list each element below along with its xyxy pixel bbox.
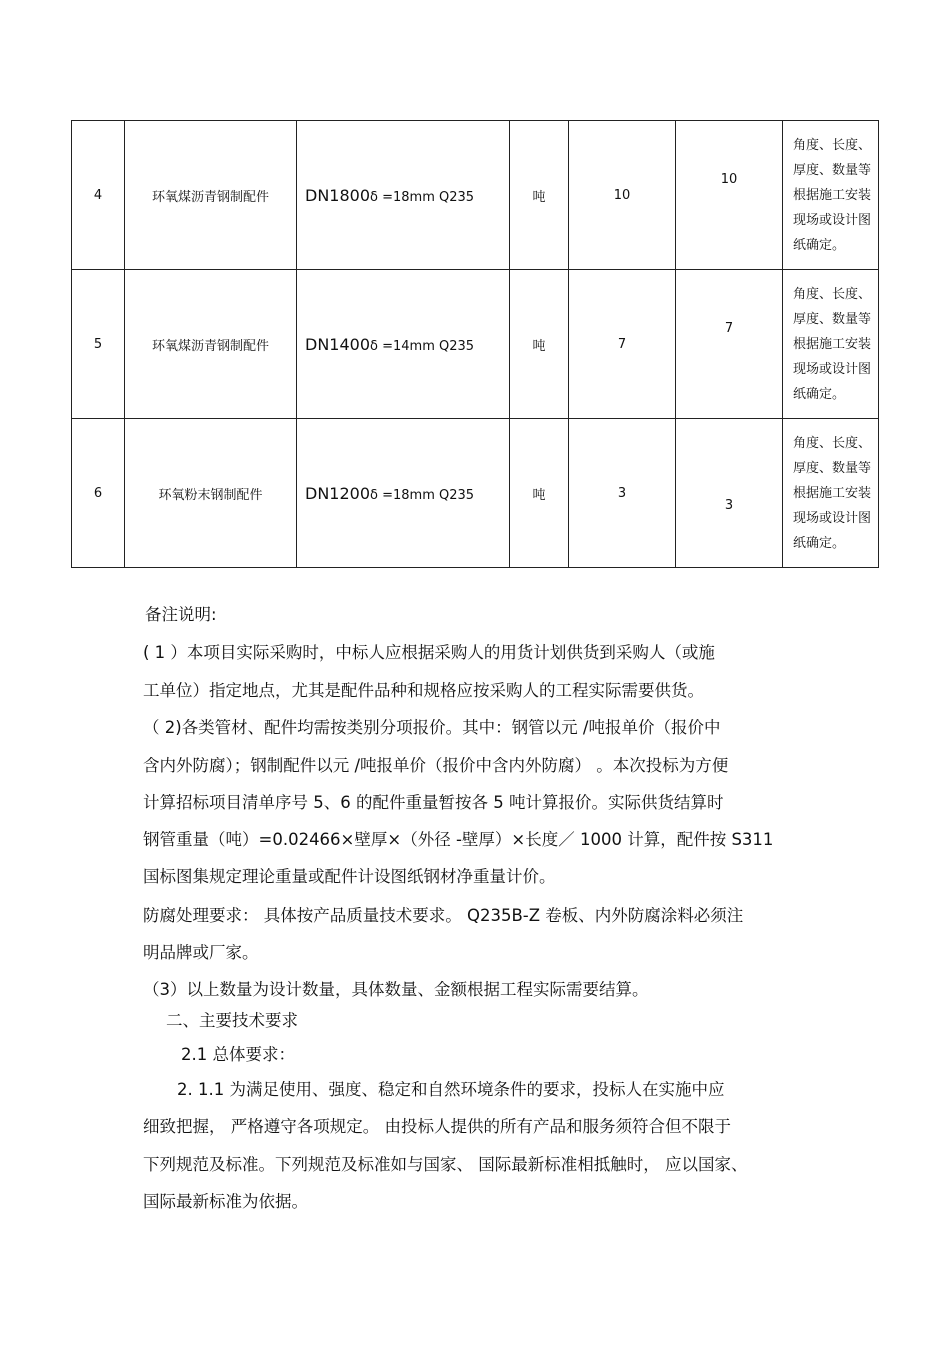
note-line: 计算招标项目清单序号 5、6 的配件重量暂按各 5 吨计算报价。实际供货结算时 xyxy=(143,793,724,812)
item-note: 角度、长度、厚度、数量等根据施工安装现场或设计图纸确定。 xyxy=(783,121,879,270)
note-line: （3）以上数量为设计数量，具体数量、金额根据工程实际需要结算。 xyxy=(143,980,649,999)
note-line: 防腐处理要求： 具体按产品质量技术要求。 Q235B-Z 卷板、内外防腐涂料必须注 xyxy=(143,906,744,925)
materials-table xyxy=(71,120,879,568)
item-unit: 吨 xyxy=(510,419,569,568)
item-name: 环氧煤沥青钢制配件 xyxy=(125,270,297,419)
note-line: 钢管重量（吨）=0.02466×壁厚×（外径 -壁厚）×长度／ 1000 计算，配件按 S311 xyxy=(143,830,774,849)
row-number: 6 xyxy=(72,419,125,568)
item-name: 环氧煤沥青钢制配件 xyxy=(125,121,297,270)
item-spec xyxy=(297,419,510,568)
item-spec xyxy=(297,121,510,270)
item-quantity: 3 xyxy=(569,419,676,568)
item-quantity: 10 xyxy=(569,121,676,270)
spec-dn: DN1200 xyxy=(305,483,371,503)
item-name: 环氧粉末钢制配件 xyxy=(125,419,297,568)
body-line: 国际最新标准为依据。 xyxy=(143,1192,308,1211)
item-quantity: 7 xyxy=(569,270,676,419)
table-row xyxy=(72,419,879,568)
item-spec xyxy=(297,270,510,419)
spec-detail: δ =14mm Q235 xyxy=(370,338,475,354)
note-line: 含内外防腐）；钢制配件以元 /吨报单价（报价中含内外防腐） 。本次投标为方便 xyxy=(143,756,729,775)
spec-detail: δ =18mm Q235 xyxy=(370,487,475,503)
item-unit: 吨 xyxy=(510,121,569,270)
table-row xyxy=(72,270,879,419)
row-number: 4 xyxy=(72,121,125,270)
subsection-title: 2.1 总体要求： xyxy=(181,1045,295,1064)
table-row xyxy=(72,121,879,270)
item-unit: 吨 xyxy=(510,270,569,419)
note-line: ( 1 ）本项目实际采购时，中标人应根据采购人的用货计划供货到采购人（或施 xyxy=(143,643,715,662)
notes-heading: 备注说明: xyxy=(145,605,217,624)
note-line: （ 2)各类管材、配件均需按类别分项报价。其中：钢管以元 /吨报单价（报价中 xyxy=(143,718,721,737)
spec-detail: δ =18mm Q235 xyxy=(370,189,475,205)
note-line: 工单位）指定地点，尤其是配件品种和规格应按采购人的工程实际需要供货。 xyxy=(143,681,704,700)
section-title: 二、主要技术要求 xyxy=(166,1011,298,1030)
item-final-quantity: 7 xyxy=(676,270,783,419)
item-note: 角度、长度、厚度、数量等根据施工安装现场或设计图纸确定。 xyxy=(783,270,879,419)
body-line: 细致把握， 严格遵守各项规定。 由投标人提供的所有产品和服务须符合但不限于 xyxy=(143,1117,731,1136)
item-final-quantity: 3 xyxy=(676,419,783,568)
note-line: 国标图集规定理论重量或配件计设图纸钢材净重量计价。 xyxy=(143,867,556,886)
note-line: 明品牌或厂家。 xyxy=(143,943,259,962)
spec-dn: DN1800 xyxy=(305,185,371,205)
item-final-quantity: 10 xyxy=(676,121,783,270)
spec-dn: DN1400 xyxy=(305,334,371,354)
body-line: 2. 1.1 为满足使用、强度、稳定和自然环境条件的要求，投标人在实施中应 xyxy=(177,1080,725,1099)
body-line: 下列规范及标准。下列规范及标准如与国家、 国际最新标准相抵触时， 应以国家、 xyxy=(143,1155,748,1174)
row-number: 5 xyxy=(72,270,125,419)
item-note: 角度、长度、厚度、数量等根据施工安装现场或设计图纸确定。 xyxy=(783,419,879,568)
